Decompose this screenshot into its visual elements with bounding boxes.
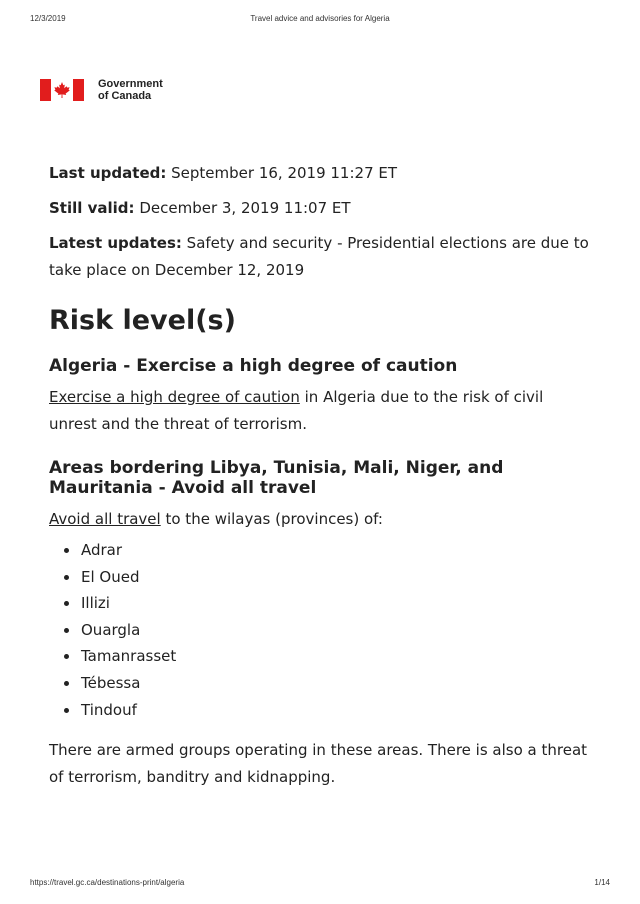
list-item: • Tébessa [80, 670, 594, 697]
list-item: • Adrar [80, 537, 594, 564]
algeria-risk-title: Algeria - Exercise a high degree of caution [49, 356, 458, 376]
still-valid [49, 195, 594, 222]
print-title: Travel advice and advisories for Algeria [250, 14, 390, 23]
list-item: • Ouargla [80, 617, 594, 644]
still-valid-label: Still valid: [49, 199, 135, 217]
page-number: 1/14 [594, 878, 610, 887]
algeria-risk-description: in Algeria due to the risk of civil unrest and the threat of terrorism. [49, 388, 544, 433]
wordmark [98, 78, 163, 102]
avoid-all-travel-link[interactable]: Avoid all travel [49, 510, 161, 528]
still-valid-value: December 3, 2019 11:07 ET [139, 199, 351, 217]
print-url: https://travel.gc.ca/destinations-print/algeria [30, 878, 185, 887]
government-of-canada-logo[interactable] [40, 78, 163, 102]
list-item: • Illizi [80, 590, 594, 617]
list-item: • Tamanrasset [80, 643, 594, 670]
border-areas-risk-title: Areas bordering Libya, Tunisia, Mali, Niger, and Mauritania - Avoid all travel [49, 458, 504, 498]
canada-flag-icon [40, 79, 84, 101]
last-updated-value: September 16, 2019 11:27 ET [171, 164, 398, 182]
risk-levels-heading: Risk level(s) [49, 305, 236, 336]
wordmark-line-1: Government [98, 78, 163, 90]
latest-updates-label: Latest updates: [49, 234, 182, 252]
print-date: 12/3/2019 [30, 14, 66, 23]
border-areas-risk-text [49, 506, 594, 533]
latest-updates [49, 230, 594, 284]
border-areas-description: to the wilayas (provinces) of: [165, 510, 383, 528]
last-updated-label: Last updated: [49, 164, 167, 182]
wordmark-line-2: of Canada [98, 90, 152, 102]
algeria-risk-text [49, 384, 594, 438]
high-degree-caution-link[interactable]: Exercise a high degree of caution [49, 388, 300, 406]
list-item: • Tindouf [80, 697, 594, 724]
last-updated [49, 160, 594, 187]
latest-updates-value: Safety and security - Presidential elections are due to take place on December 12, 2019 [49, 234, 589, 279]
border-areas-closing: There are armed groups operating in these areas. There is also a threat of terrorism, banditry and kidnapping. [49, 741, 588, 787]
province-list [49, 537, 594, 723]
list-item: • El Oued [80, 564, 594, 591]
main-content [49, 160, 594, 811]
